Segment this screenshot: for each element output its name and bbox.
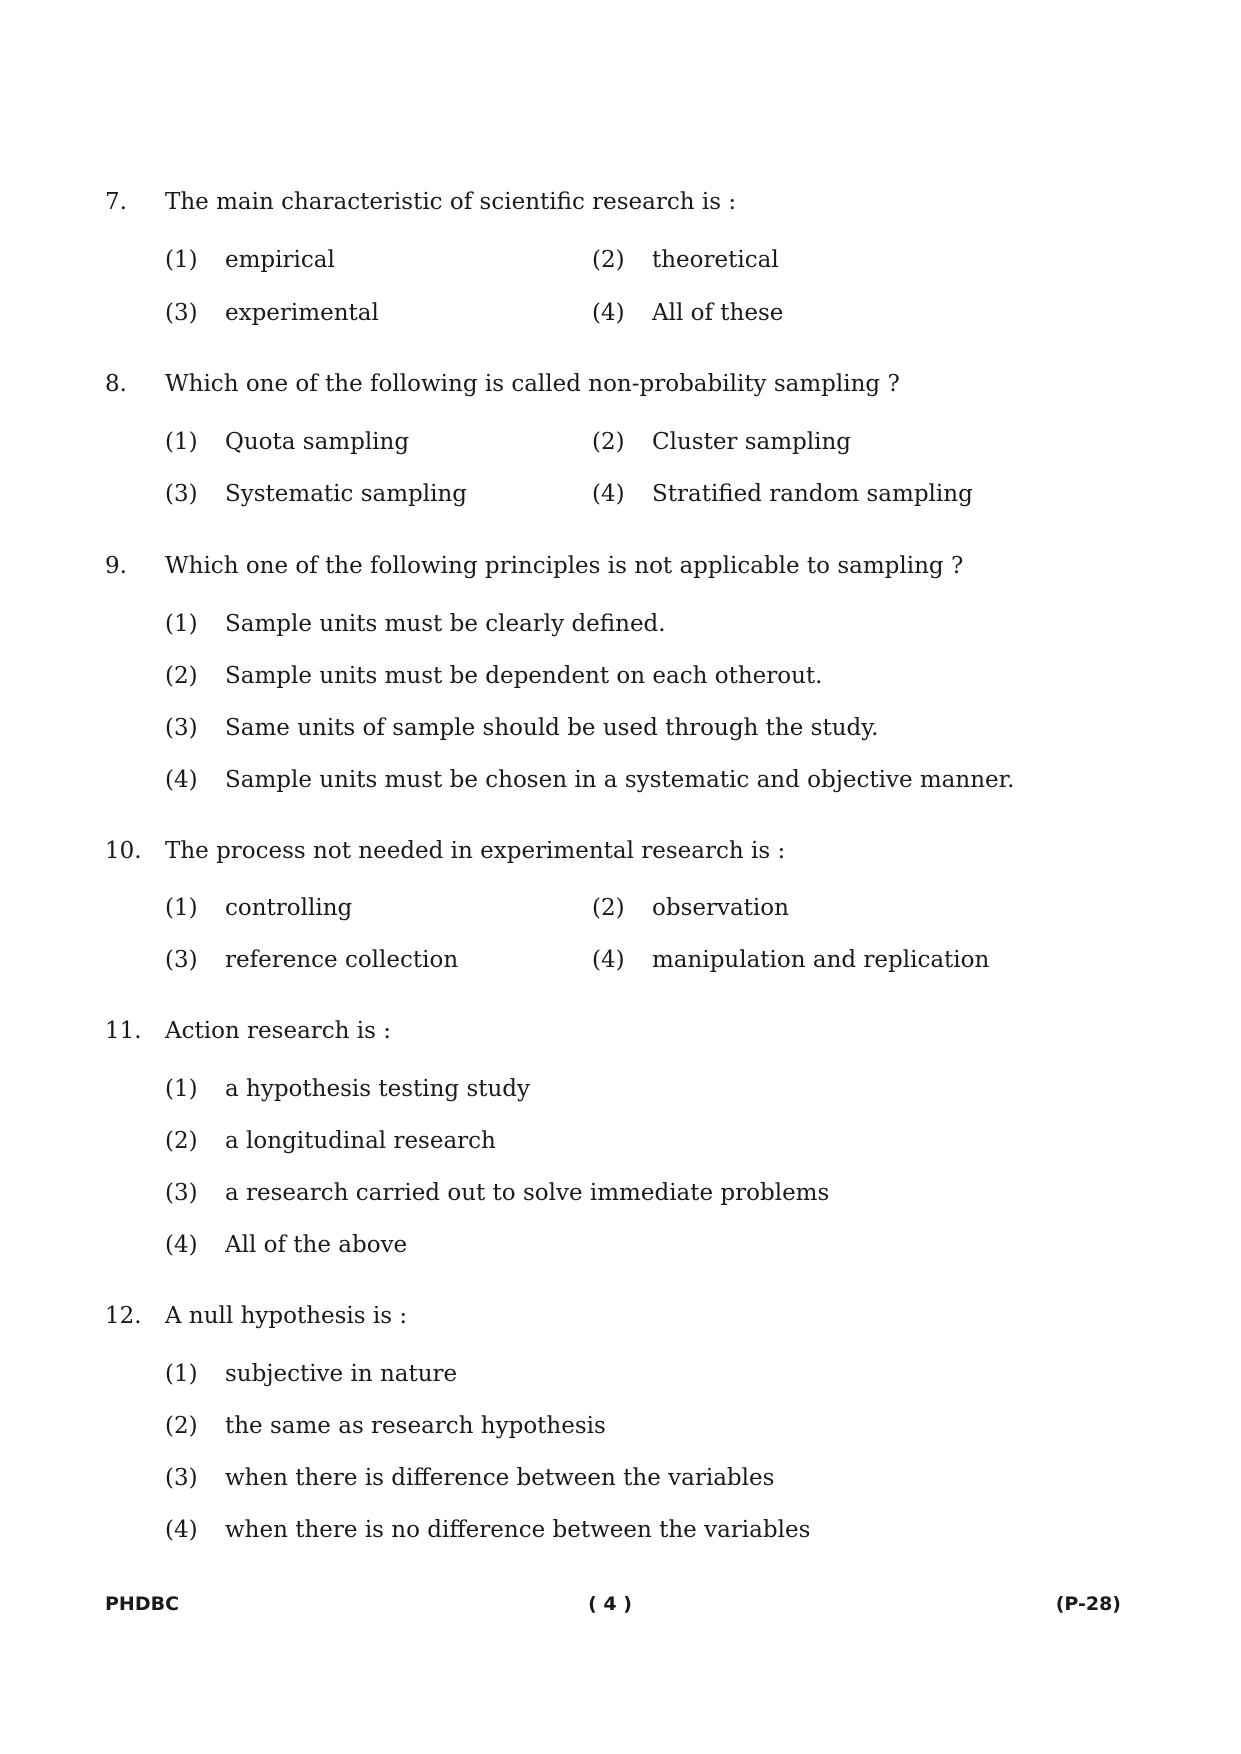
option-label: (1): [165, 1076, 198, 1102]
option-label: (3): [165, 1180, 198, 1206]
option-label: (2): [165, 1128, 198, 1154]
option-label: (3): [165, 1465, 198, 1491]
question-number: 9.: [105, 553, 127, 579]
option-text: All of the above: [225, 1232, 408, 1258]
option-text: Stratified random sampling: [652, 481, 973, 507]
option-text: a hypothesis testing study: [225, 1076, 531, 1102]
question-number: 11.: [105, 1018, 142, 1044]
option-text: Same units of sample should be used through the study.: [225, 715, 879, 741]
option-text: a research carried out to solve immediate problems: [225, 1180, 830, 1206]
option-text: Quota sampling: [225, 429, 410, 455]
option-label: (2): [592, 895, 625, 921]
footer-page-number: ( 4 ): [588, 1593, 632, 1615]
question-text: Which one of the following principles is not applicable to sampling ?: [165, 553, 964, 579]
option-label: (4): [592, 300, 625, 326]
option-label: (3): [165, 481, 198, 507]
option-text: experimental: [225, 300, 379, 326]
option-label: (1): [165, 611, 198, 637]
option-label: (2): [592, 247, 625, 273]
option-text: manipulation and replication: [652, 947, 990, 973]
question-number: 12.: [105, 1303, 142, 1329]
question-number: 8.: [105, 371, 127, 397]
option-text: Sample units must be chosen in a systematic and objective manner.: [225, 767, 1015, 793]
option-label: (2): [165, 663, 198, 689]
option-text: when there is no difference between the variables: [225, 1517, 811, 1543]
question-text: Which one of the following is called non-probability sampling ?: [165, 371, 900, 397]
option-label: (4): [592, 481, 625, 507]
question-text: The process not needed in experimental research is :: [165, 838, 786, 864]
question-text: The main characteristic of scientific research is :: [165, 189, 737, 215]
option-text: theoretical: [652, 247, 779, 273]
option-label: (4): [165, 1232, 198, 1258]
option-label: (4): [165, 767, 198, 793]
option-text: empirical: [225, 247, 335, 273]
option-text: Sample units must be dependent on each otherout.: [225, 663, 823, 689]
option-label: (4): [165, 1517, 198, 1543]
option-label: (1): [165, 895, 198, 921]
question-number: 7.: [105, 189, 127, 215]
option-text: the same as research hypothesis: [225, 1413, 606, 1439]
option-label: (3): [165, 947, 198, 973]
question-text: Action research is :: [165, 1018, 392, 1044]
option-label: (1): [165, 429, 198, 455]
option-label: (3): [165, 715, 198, 741]
option-label: (3): [165, 300, 198, 326]
option-text: subjective in nature: [225, 1361, 458, 1387]
option-text: observation: [652, 895, 789, 921]
option-label: (2): [592, 429, 625, 455]
option-text: when there is difference between the variables: [225, 1465, 775, 1491]
option-label: (4): [592, 947, 625, 973]
option-text: a longitudinal research: [225, 1128, 496, 1154]
option-text: reference collection: [225, 947, 459, 973]
option-text: Systematic sampling: [225, 481, 468, 507]
footer-paper-code: (P-28): [1055, 1593, 1121, 1615]
option-text: Cluster sampling: [652, 429, 852, 455]
option-text: controlling: [225, 895, 353, 921]
option-text: Sample units must be clearly defined.: [225, 611, 666, 637]
footer-course-code: PHDBC: [105, 1593, 180, 1615]
option-label: (2): [165, 1413, 198, 1439]
option-text: All of these: [652, 300, 784, 326]
question-text: A null hypothesis is :: [165, 1303, 408, 1329]
question-number: 10.: [105, 838, 142, 864]
option-label: (1): [165, 247, 198, 273]
option-label: (1): [165, 1361, 198, 1387]
